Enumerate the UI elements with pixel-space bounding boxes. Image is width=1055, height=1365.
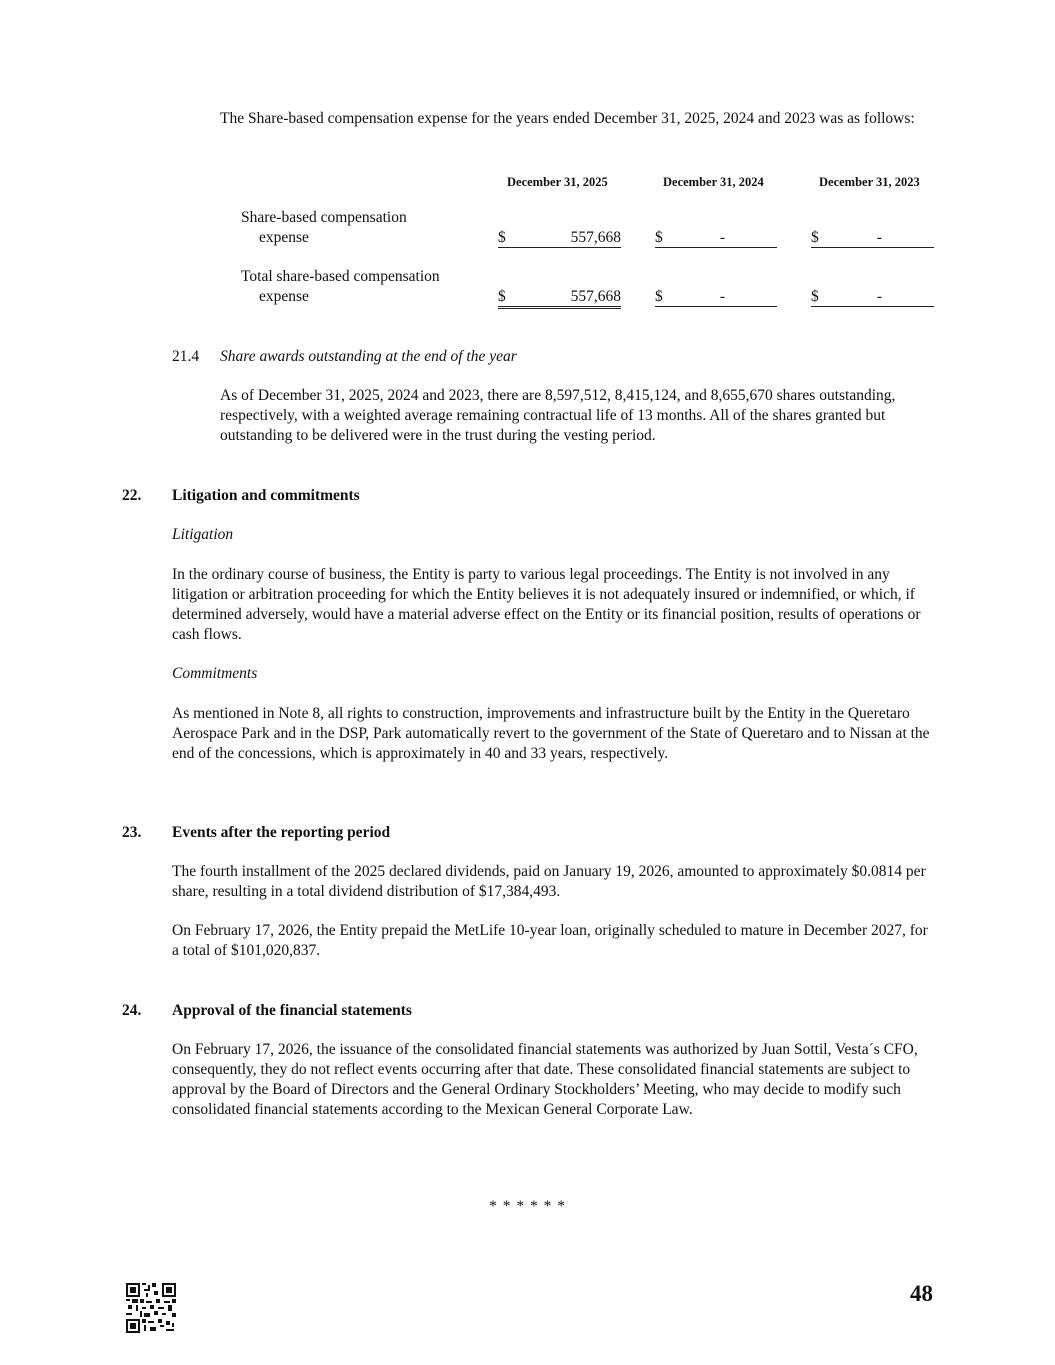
currency-symbol: $: [655, 229, 663, 246]
cell-amount: 557,668: [570, 229, 621, 246]
section-title: Litigation and commitments: [172, 487, 360, 504]
currency-symbol: $: [811, 288, 819, 305]
share-awards-paragraph: As of December 31, 2025, 2024 and 2023, there are 8,597,512, 8,415,124, and 8,655,670 shares outstanding, respectively, with a weighted average remaining contractual life of 13 months. All of the shares granted but outstanding to be delivered were in the trust during the vesting period.: [220, 387, 896, 444]
commitments-heading: Commitments: [172, 665, 258, 682]
column-header-2023: December 31, 2023: [819, 175, 920, 189]
approval-paragraph: On February 17, 2026, the issuance of the consolidated financial statements was authorized by Juan Sottil, Vesta´s CFO, consequently, they do not reflect events occurring after that date. These consolidated financial statements are subject to approval by the Board of Directors and the General Ordinary Stockholders’ Meeting, who may decide to modify such consolidated financial statements according to the Mexican General Corporate Law.: [172, 1041, 918, 1118]
table-cell: [811, 287, 934, 307]
section-number: 22.: [122, 487, 142, 504]
table-cell: [655, 287, 777, 307]
page-number: 48: [910, 1281, 933, 1306]
cell-amount: -: [719, 229, 725, 246]
row-label-line1: Share-based compensation: [241, 209, 407, 226]
cell-amount: 557,668: [570, 288, 621, 305]
loan-prepayment-paragraph: On February 17, 2026, the Entity prepaid the MetLife 10-year loan, originally scheduled to mature in December 2027, for a total of $101,020,837.: [172, 922, 928, 959]
commitments-paragraph: As mentioned in Note 8, all rights to construction, improvements and infrastructure built by the Entity in the Queretaro Aerospace Park and in the DSP, Park automatically revert to the government of the State of Queretaro and to Nissan at the end of the concessions, which is approximately in 40 and 33 years, respectively.: [172, 705, 930, 762]
intro-paragraph: The Share-based compensation expense for the years ended December 31, 2025, 2024 and 2023 was as follows:: [220, 110, 915, 127]
section-title: Events after the reporting period: [172, 824, 391, 841]
table-cell: [498, 287, 621, 309]
row-label-line2: expense: [259, 229, 309, 246]
section-title: Approval of the financial statements: [172, 1002, 412, 1019]
table-row-label: [241, 208, 481, 248]
table-cell: [811, 228, 934, 248]
currency-symbol: $: [655, 288, 663, 305]
column-header-2025: December 31, 2025: [507, 175, 608, 189]
row-label-line1: Total share-based compensation: [241, 268, 440, 285]
currency-symbol: $: [498, 229, 506, 246]
subsection-number: 21.4: [172, 348, 200, 365]
litigation-paragraph: In the ordinary course of business, the Entity is party to various legal proceedings. The Entity is not involved in any litigation or arbitration proceeding for which the Entity believes it is not adequately insured or indemnified, or which, if determined adversely, would have a material adverse effect on the Entity or its financial position, results of operations or cash flows.: [172, 566, 921, 643]
qr-code-icon: [126, 1283, 176, 1333]
cell-amount: -: [876, 288, 882, 305]
column-header-2024: December 31, 2024: [663, 175, 764, 189]
table-row-label: [241, 267, 481, 307]
row-label-line2: expense: [259, 288, 309, 305]
dividends-paragraph: The fourth installment of the 2025 declared dividends, paid on January 19, 2026, amounted to approximately $0.0814 per share, resulting in a total dividend distribution of $17,384,493.: [172, 863, 926, 900]
end-marker: * * * * * *: [489, 1198, 566, 1215]
table-cell: [655, 228, 777, 248]
cell-amount: -: [719, 288, 725, 305]
currency-symbol: $: [811, 229, 819, 246]
subsection-title: Share awards outstanding at the end of the year: [220, 348, 517, 365]
cell-amount: -: [876, 229, 882, 246]
section-number: 23.: [122, 824, 142, 841]
currency-symbol: $: [498, 288, 506, 305]
table-cell: [498, 228, 621, 248]
section-number: 24.: [122, 1002, 142, 1019]
litigation-heading: Litigation: [172, 526, 234, 543]
